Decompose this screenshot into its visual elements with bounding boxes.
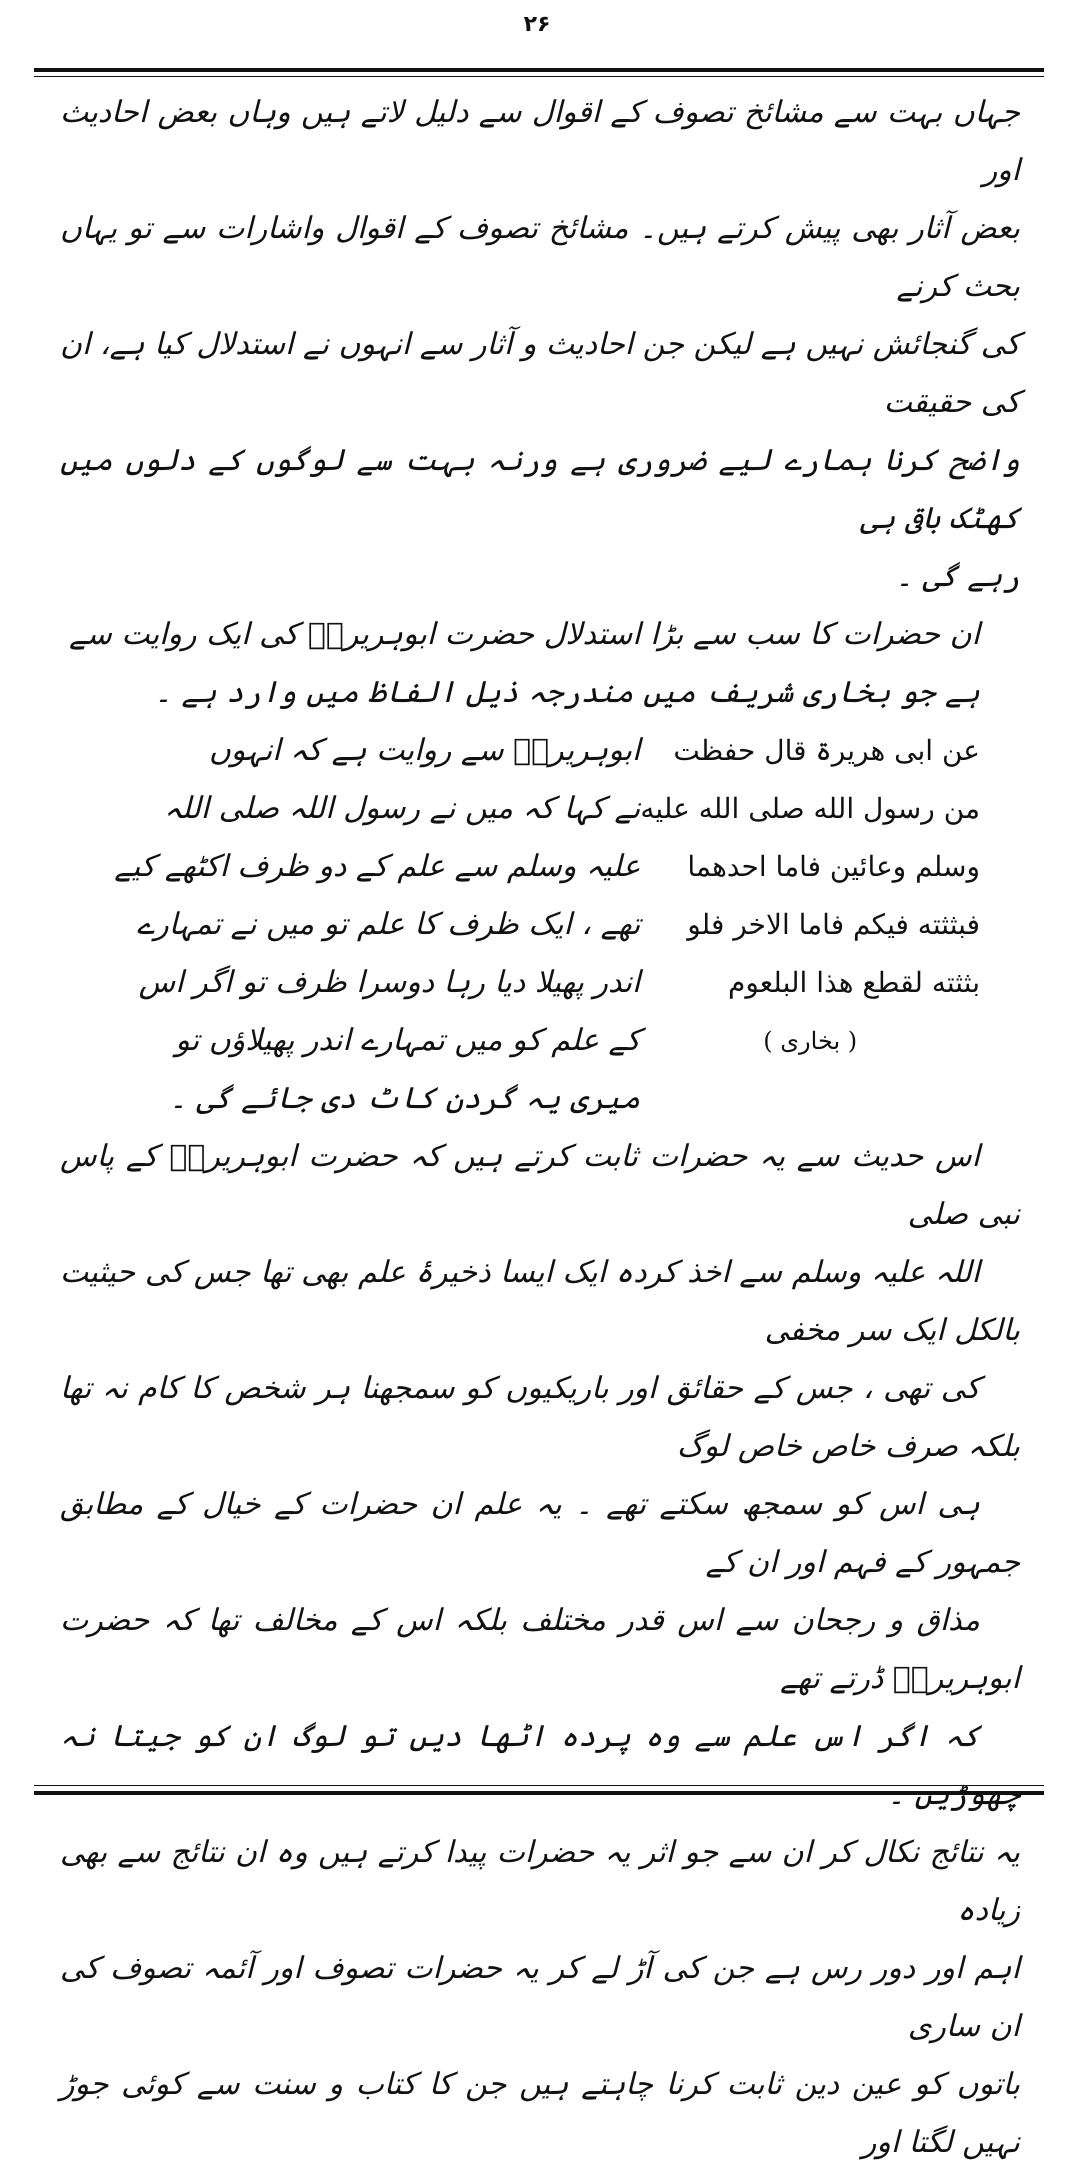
- translation-line: کے علم کو میں تمہارے اندر پھیلاؤں تو: [175, 1023, 641, 1058]
- paragraph-intro: [60, 84, 1020, 606]
- arabic-line: فبثثته فیکم فاما الاخر فلو: [687, 908, 980, 941]
- translation-line: ابوہریرہؓ سے روایت ہے کہ انہوں: [208, 733, 641, 768]
- text-line: کی گنجائش نہیں ہے لیکن جن احادیث و آثار سے انہوں نے استدلال کیا ہے، ان کی حقیقت: [60, 327, 1020, 420]
- text-line: ہے جو بخاری شریف میں مندرجہ ذیل الفاظ میں وارد ہے ۔: [154, 675, 980, 710]
- hadith-reference: ( بخاری ): [763, 1027, 858, 1055]
- hadith-arabic-column: [640, 722, 980, 1128]
- text-line: جہاں بہت سے مشائخ تصوف کے اقوال سے دلیل لاتے ہیں وہاں بعض احادیث اور: [60, 95, 1020, 188]
- translation-line: تھے ، ایک ظرف کا علم تو میں نے تمہارے: [136, 907, 641, 942]
- text-line: اس حدیث سے یہ حضرات ثابت کرتے ہیں کہ حضرت ابوہریرہؓ کے پاس نبی صلی: [60, 1139, 1020, 1232]
- text-line: اہم اور دور رس ہے جن کی آڑ لے کر یہ حضرات تصوف اور آئمہ تصوف کی ان ساری: [60, 1951, 1020, 2044]
- arabic-line: وسلم وعائین فاما احدهما: [687, 850, 980, 883]
- bottom-rule-thin: [34, 1785, 1044, 1786]
- text-line: رہے گی ۔: [895, 559, 1020, 594]
- text-line: کی تھی ، جس کے حقائق اور باریکیوں کو سمجھنا ہر شخص کا کام نہ تھا بلکہ صرف خاص خاص لوگ: [60, 1371, 1020, 1464]
- translation-line: میری یہ گردن کاٹ دی جائے گی ۔: [169, 1081, 641, 1116]
- paragraph-interpretation: [60, 1128, 1020, 1824]
- arabic-line: بثثته لقطع هذا البلعوم: [728, 966, 980, 999]
- text-line: واضح کرنا ہمارے لیے ضروری ہے ورنہ بہت سے لوگوں کے دلوں میں کھٹک باقی ہی: [60, 443, 1020, 536]
- arabic-line: عن ابی هریرۃ قال حفظت: [673, 734, 980, 767]
- text-line: بعض آثار بھی پیش کرتے ہیں۔ مشائخ تصوف کے اقوال واشارات سے تو یہاں بحث کرنے: [60, 211, 1020, 304]
- paragraph-argument: [60, 606, 1020, 722]
- bottom-rule-thick: [34, 1791, 1044, 1795]
- paragraph-conclusion: [60, 1824, 1020, 2172]
- text-line: ہی اس کو سمجھ سکتے تھے ۔ یہ علم ان حضرات کے خیال کے مطابق جمہور کے فہم اور ان کے: [60, 1487, 1020, 1580]
- top-rule-thick: [34, 68, 1044, 72]
- arabic-line: من رسول الله صلی الله علیه: [640, 792, 980, 825]
- text-line: یہ نتائج نکال کر ان سے جو اثر یہ حضرات پیدا کرتے ہیں وہ ان نتائج سے بھی زیادہ: [60, 1835, 1020, 1928]
- hadith-block: [114, 722, 980, 1128]
- page-body: [60, 84, 1020, 2172]
- top-rule-thin: [34, 76, 1044, 77]
- page-number: ۲۶: [523, 12, 551, 37]
- translation-line: اندر پھیلا دیا رہا دوسرا ظرف تو اگر اس: [138, 965, 641, 1000]
- translation-line: علیہ وسلم سے علم کے دو ظرف اکٹھے کیے: [114, 849, 641, 884]
- text-line: مذاق و رجحان سے اس قدر مختلف بلکہ اس کے مخالف تھا کہ حضرت ابوہریرہؓ ڈرتے تھے: [60, 1603, 1020, 1696]
- text-line: اللہ علیہ وسلم سے اخذ کردہ ایک ایسا ذخیرۂ علم بھی تھا جس کی حیثیت بالکل ایک سر مخفی: [60, 1255, 1020, 1348]
- text-line: باتوں کو عین دین ثابت کرنا چاہتے ہیں جن کا کتاب و سنت سے کوئی جوڑ نہیں لگتا اور: [60, 2067, 1020, 2160]
- text-line: ان حضرات کا سب سے بڑا استدلال حضرت ابوہریرہؓ کی ایک روایت سے: [69, 617, 980, 652]
- translation-line: نے کہا کہ میں نے رسول اللہ صلی اللہ: [164, 791, 641, 826]
- hadith-translation-column: [114, 722, 640, 1128]
- text-line: کہ اگر اس علم سے وہ پردہ اٹھا دیں تو لوگ ان کو جیتا نہ: [60, 1719, 980, 1754]
